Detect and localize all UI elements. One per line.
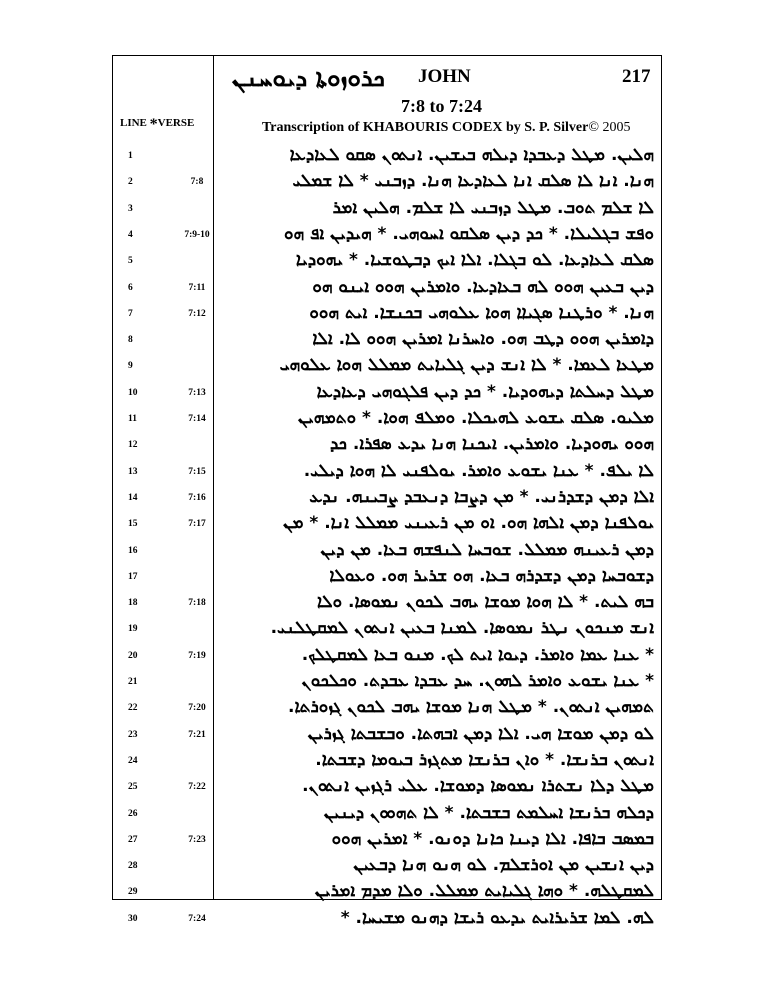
table-row [112,773,662,799]
table-row [112,826,662,852]
star-marker: * [149,116,158,133]
line-number: 16 [128,545,138,556]
syriac-text-line: ܡܛܠ ܕܚܠܬܐ ܕܝܗܘܕܝܐ. * ܟܕ ܕܝܢ ܦܠܓܘܗܝ ܕܥܐܕܥܐ [316,381,654,402]
table-row [112,668,662,694]
line-number: 15 [128,519,138,530]
table-row [112,852,662,878]
verse-reference: 7:9-10 [184,229,210,240]
table-row [112,905,662,931]
table-row [112,431,662,457]
line-number: 4 [128,229,133,240]
credit-text: Transcription of KHABOURIS CODEX by S. P. Silver [262,120,589,135]
line-number: 11 [128,414,137,424]
column-header [120,116,194,134]
table-row [112,274,662,300]
verse-reference: 7:21 [188,729,206,740]
table-row [112,747,662,773]
line-number: 22 [128,703,138,714]
table-row [112,694,662,720]
syriac-text-line: * ܥܢܐ ܥܡܐ ܘܐܡܪ. ܕܝܘܐ ܐܝܬ ܠܟ. ܡܢܘ ܒܥܐ ܠܡܩܛܠܟ. [301,644,654,665]
syriac-text-line: ܘܦܫ ܒܓܠܝܠܐ. * ܟܕ ܕܝܢ ܣܠܩܘ ܐܚܘܗܝ. * ܗܝܕܝܢ ܐܦ ܗܘ [284,223,654,244]
verse-reference: 7:16 [188,492,206,503]
copyright-year: © 2005 [588,120,631,135]
line-number: 14 [128,492,138,503]
table-row [112,510,662,536]
syriac-title: ܟܪܘܙܘܬܐ ܕܝܘܚܢܢ [232,64,385,92]
syriac-text-line: ܣܠܩ ܠܥܐܕܥܐ. ܠܘ ܒܓܠܐ. ܐܠܐ ܐܝܟ ܕܒܛܘܫܝܐ. * ܝܗܘܕܝܐ [295,250,654,271]
syriac-text-line: ܗܢܐ. ܐܢܐ ܠܐ ܣܠܩ ܐܢܐ ܠܥܐܕܥܐ ܗܢܐ. ܕܙܒܢܝ * ܠܐ ܫܡܠܝ [292,171,654,192]
syriac-text-line: ܬܡܗܝܢ ܐܢܬܘܢ. * ܡܛܠ ܗܢܐ ܡܘܫܐ ܝܗܒ ܠܟܘܢ ܓܙܘܪܬܐ. [288,697,654,718]
verse-reference: 7:23 [188,834,206,845]
syriac-text-line: ܠܐ ܫܠܡ ܬܘܒ. ܡܛܠ ܕܙܒܢܝ ܠܐ ܫܠܡ. ܗܠܝܢ ܐܡܪ [332,197,654,218]
line-number: 6 [128,282,133,293]
syriac-text-line: ܕܡܢ ܪܥܝܢܗ ܡܡܠܠ. ܫܘܒܚܐ ܠܢܦܫܗ ܒܥܐ. ܡܢ ܕܝܢ [320,539,654,560]
syriac-text-line: ܡܛܠ ܕܠܐ ܢܫܬܪܐ ܢܡܘܣܐ ܕܡܘܫܐ. ܥܠܝ ܪܓܙܝܢ ܐܢܬܘܢ. [302,776,654,797]
line-number: 1 [128,151,133,161]
line-column-label: LINE [120,117,147,129]
line-number: 12 [128,440,138,451]
line-number: 28 [128,861,138,872]
line-number: 25 [128,782,138,793]
syriac-text-line: ܐܠܐ ܕܡܢ ܕܫܕܪܢܝ. * ܡܢ ܕܨܒܐ ܕܢܥܒܕ ܨܒܝܢܗ. ܢܕܥ [309,486,654,507]
table-row [112,326,662,352]
syriac-text-line: ܐܢܬܘܢ ܒܪܢܫܐ. * ܘܐܢ ܒܪܢܫܐ ܡܬܓܙܪ ܒܝܘܡܐ ܕܫܒܬܐ. [315,749,654,770]
line-number: 29 [128,887,138,898]
syriac-text-line: ܗܠܝܢ. ܡܛܠ ܕܥܒܕܐ ܕܝܠܗ ܒܝܫܝܢ. ܐܢܬܘܢ ܣܩܘ ܠܥܐܕܥܐ [289,145,654,165]
verse-reference: 7:12 [188,308,206,319]
syriac-text-line: ܠܡܩܛܠܗ. * ܘܗܐ ܓܠܝܐܝܬ ܡܡܠܠ. ܘܠܐ ܡܕܡ ܐܡܪܝܢ [314,881,654,902]
verse-reference: 7:17 [188,519,206,530]
line-number: 13 [128,466,138,477]
verse-reference: 7:19 [188,650,206,661]
line-number: 17 [128,571,138,582]
table-row [112,589,662,615]
syriac-text-line: ܕܝܢ ܐܢܫܝܢ ܡܢ ܐܘܪܫܠܡ. ܠܘ ܗܢܘ ܗܢܐ ܕܒܥܝܢ [353,855,654,876]
verse-reference: 7:11 [188,282,206,293]
line-number: 27 [128,834,138,845]
verse-reference: 7:24 [188,913,206,924]
verse-range [0,96,765,117]
table-row [112,352,662,378]
table-row [112,563,662,589]
syriac-text-line: ܒܗ ܠܝܬ. * ܠܐ ܗܘܐ ܡܘܫܐ ܝܗܒ ܠܟܘܢ ܢܡܘܣܐ. ܘܠܐ [317,592,654,613]
syriac-text-line: ܒܡܣܒ ܒܐܦܐ. ܐܠܐ ܕܝܢܐ ܟܐܢܐ ܕܘܢܘ. * ܐܡܪܝܢ ܗܘܘ [331,828,654,849]
table-row [112,405,662,431]
line-number: 10 [128,387,138,398]
syriac-text-line: ܝܘܠܦܢܐ ܕܡܢ ܐܠܗܐ ܗܘ. ܐܘ ܡܢ ܪܥܝܢܝ ܡܡܠܠ ܐܢܐ. * ܡܢ [283,513,654,534]
syriac-text-line: ܡܛܥܐ ܠܥܡܐ. * ܠܐ ܐܢܫ ܕܝܢ ܓܠܝܐܝܬ ܡܡܠܠ ܗܘܐ ܥܠܘܗܝ [279,355,654,376]
verse-reference: 7:18 [188,598,206,609]
table-row [112,537,662,563]
syriac-text-line: ܗܢܐ. * ܘܪܛܢܐ ܣܓܝܐܐ ܗܘܐ ܥܠܘܗܝ ܒܟܢܫܐ. ܐܝܬ ܗܘܘ [309,302,654,323]
syriac-text-line: * ܥܢܐ ܝܫܘܥ ܘܐܡܪ ܠܗܘܢ. ܚܕ ܥܒܕܐ ܥܒܕܬ. ܘܟܠܟܘܢ [301,671,654,691]
line-number: 20 [128,650,138,661]
book-name: JOHN [418,66,471,87]
syriac-text-line: ܗܘܘ ܝܗܘܕܝܐ. ܘܐܡܪܝܢ. ܐܝܟܢܐ ܗܢܐ ܝܕܥ ܣܦܪܐ. ܟܕ [330,434,654,455]
table-row [112,168,662,194]
table-row [112,878,662,904]
syriac-text-line: ܠܘ ܕܡܢ ܡܘܫܐ ܗܝ. ܐܠܐ ܕܡܢ ܐܒܗܬܐ. ܘܒܫܒܬܐ ܓܙܪܝܢ [307,723,654,744]
verse-reference: 7:8 [190,177,204,188]
table-row [112,615,662,641]
line-number: 19 [128,624,138,635]
verse-reference: 7:20 [188,703,206,714]
line-number: 30 [128,913,138,924]
transcription-credit [262,120,630,136]
table-row [112,721,662,747]
verse-reference: 7:14 [188,414,206,424]
line-number: 23 [128,729,138,740]
table-row [112,642,662,668]
table-row [112,458,662,484]
table-row [112,379,662,405]
line-number: 5 [128,256,133,267]
syriac-text-line: ܕܝܢ ܒܥܝܢ ܗܘܘ ܠܗ ܒܥܐܕܥܐ. ܘܐܡܪܝܢ ܗܘܘ ܐܝܢܘ ܗܘ [312,276,654,297]
table-row [112,195,662,221]
syriac-text-line: ܠܗ. ܠܡܐ ܫܪܝܪܐܝܬ ܝܕܥܘ ܪܝܫܐ ܕܗܢܘ ܡܫܝܚܐ. * [340,907,654,928]
table-row [112,221,662,247]
verse-reference: 7:22 [188,782,206,793]
table-row [112,300,662,326]
line-number: 7 [128,308,133,319]
table-row [112,484,662,510]
verse-column-label: VERSE [157,117,195,129]
page-number: 217 [622,66,651,87]
table-row [112,800,662,826]
verse-range-text: 7:8 to 7:24 [401,96,482,116]
line-number: 2 [128,177,133,188]
line-number: 18 [128,598,138,609]
line-number: 8 [128,335,133,346]
syriac-text-line: ܡܠܝܘ. ܣܠܩ ܝܫܘܥ ܠܗܝܟܠܐ. ܘܡܠܦ ܗܘܐ. * ܘܬܡܗܝܢ [298,408,654,428]
line-number: 21 [128,677,138,687]
line-number: 24 [128,755,138,766]
verse-reference: 7:15 [188,466,206,477]
table-row [112,142,662,168]
line-number: 9 [128,361,133,372]
line-number: 26 [128,808,138,819]
syriac-text-line: ܠܐ ܝܠܦ. * ܥܢܐ ܝܫܘܥ ܘܐܡܪ. ܝܘܠܦܢܝ ܠܐ ܗܘܐ ܕܝܠܝ. [303,460,654,481]
syriac-text-line: ܕܫܘܒܚܐ ܕܡܢ ܕܫܕܪܗ ܒܥܐ. ܗܘ ܫܪܝܪ ܗܘ. ܘܥܘܠܐ [329,565,654,586]
verse-reference: 7:13 [188,387,206,398]
line-number: 3 [128,203,133,214]
syriac-text-line: ܕܟܠܗ ܒܪܢܫܐ ܐܚܠܡܬ ܒܫܒܬܐ. * ܠܐ ܬܗܘܘܢ ܕܝܢܝܢ [323,802,654,823]
table-row [112,247,662,273]
syriac-text-line: ܐܢܫ ܡܢܟܘܢ ܢܛܪ ܢܡܘܣܐ. ܠܡܢܐ ܒܥܝܢ ܐܢܬܘܢ ܠܡܩܛܠܢܝ. [270,618,654,639]
syriac-text-line: ܕܐܡܪܝܢ ܗܘܘ ܕܛܒ ܗܘ. ܘܐܚܪܢܐ ܐܡܪܝܢ ܗܘܘ ܠܐ. ܐܠܐ [312,329,654,350]
